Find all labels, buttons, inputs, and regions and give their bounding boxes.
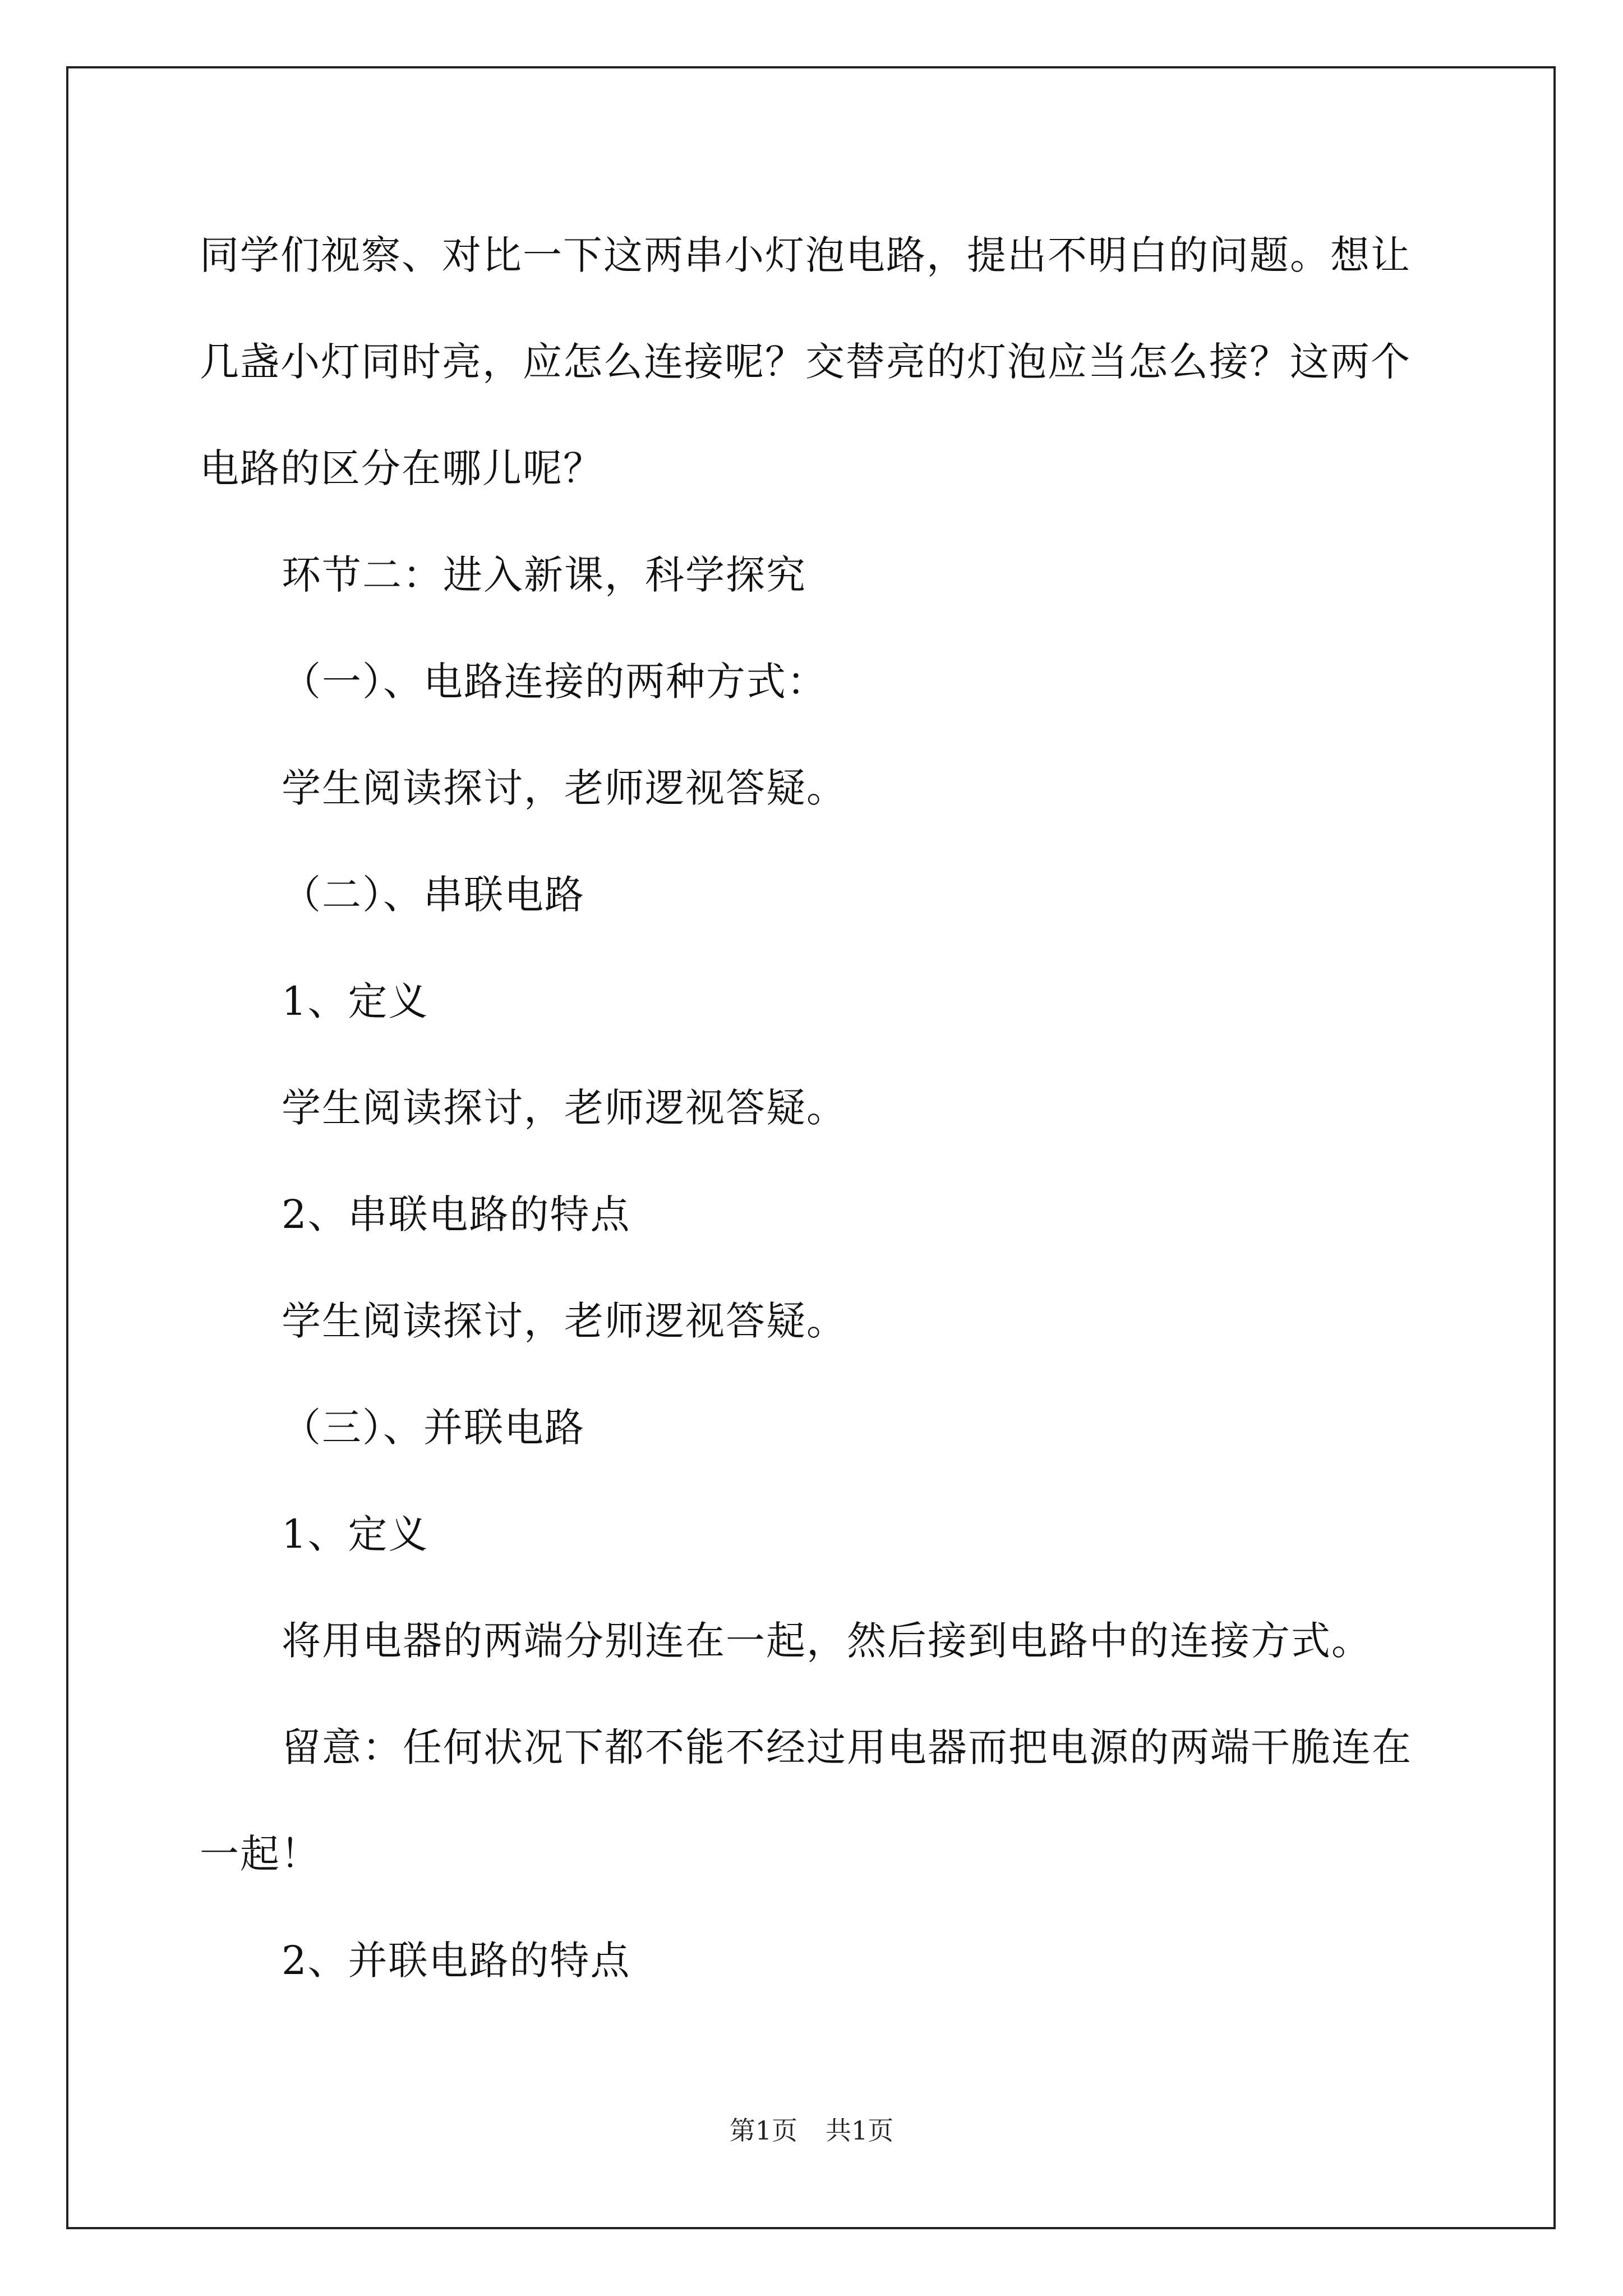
text-line-15: 留意：任何状况下都不能不经过用电器而把电源的两端干脆连在: [282, 1724, 1412, 1770]
subsection-heading-3: （三）、并联电路: [282, 1405, 585, 1451]
item-heading-definition: 1、定义: [282, 978, 429, 1024]
subsection-heading-2: （二）、串联电路: [282, 872, 585, 918]
page-total: 共1页: [826, 2115, 894, 2146]
item-heading-parallel-features: 2、并联电路的特点: [282, 1938, 631, 1984]
text-line-16: 一起！: [200, 1831, 321, 1877]
text-line-6: 学生阅读探讨，老师逻视答疑。: [282, 765, 847, 811]
document-body: [200, 202, 1428, 2014]
subsection-heading-1: （一）、电路连接的两种方式：: [282, 659, 827, 705]
section-heading-2: 环节二：进入新课，科学探究: [282, 552, 806, 598]
text-line-2: 几盏小灯同时亮，应怎么连接呢？交替亮的灯泡应当怎么接？这两个: [200, 339, 1411, 385]
item-heading-definition-2: 1、定义: [282, 1511, 429, 1557]
text-line-14: 将用电器的两端分别连在一起，然后接到电路中的连接方式。: [282, 1618, 1372, 1664]
text-line-11: 学生阅读探讨，老师逻视答疑。: [282, 1298, 847, 1344]
text-line-9: 学生阅读探讨，老师逻视答疑。: [282, 1085, 847, 1131]
page-number: 第1页: [729, 2115, 797, 2146]
text-line-3: 电路的区分在哪儿呢？: [200, 445, 603, 491]
text-line-1: 同学们视察、对比一下这两串小灯泡电路，提出不明白的问题。想让: [200, 232, 1411, 278]
item-heading-series-features: 2、串联电路的特点: [282, 1191, 631, 1237]
page-footer: [0, 2114, 1623, 2147]
